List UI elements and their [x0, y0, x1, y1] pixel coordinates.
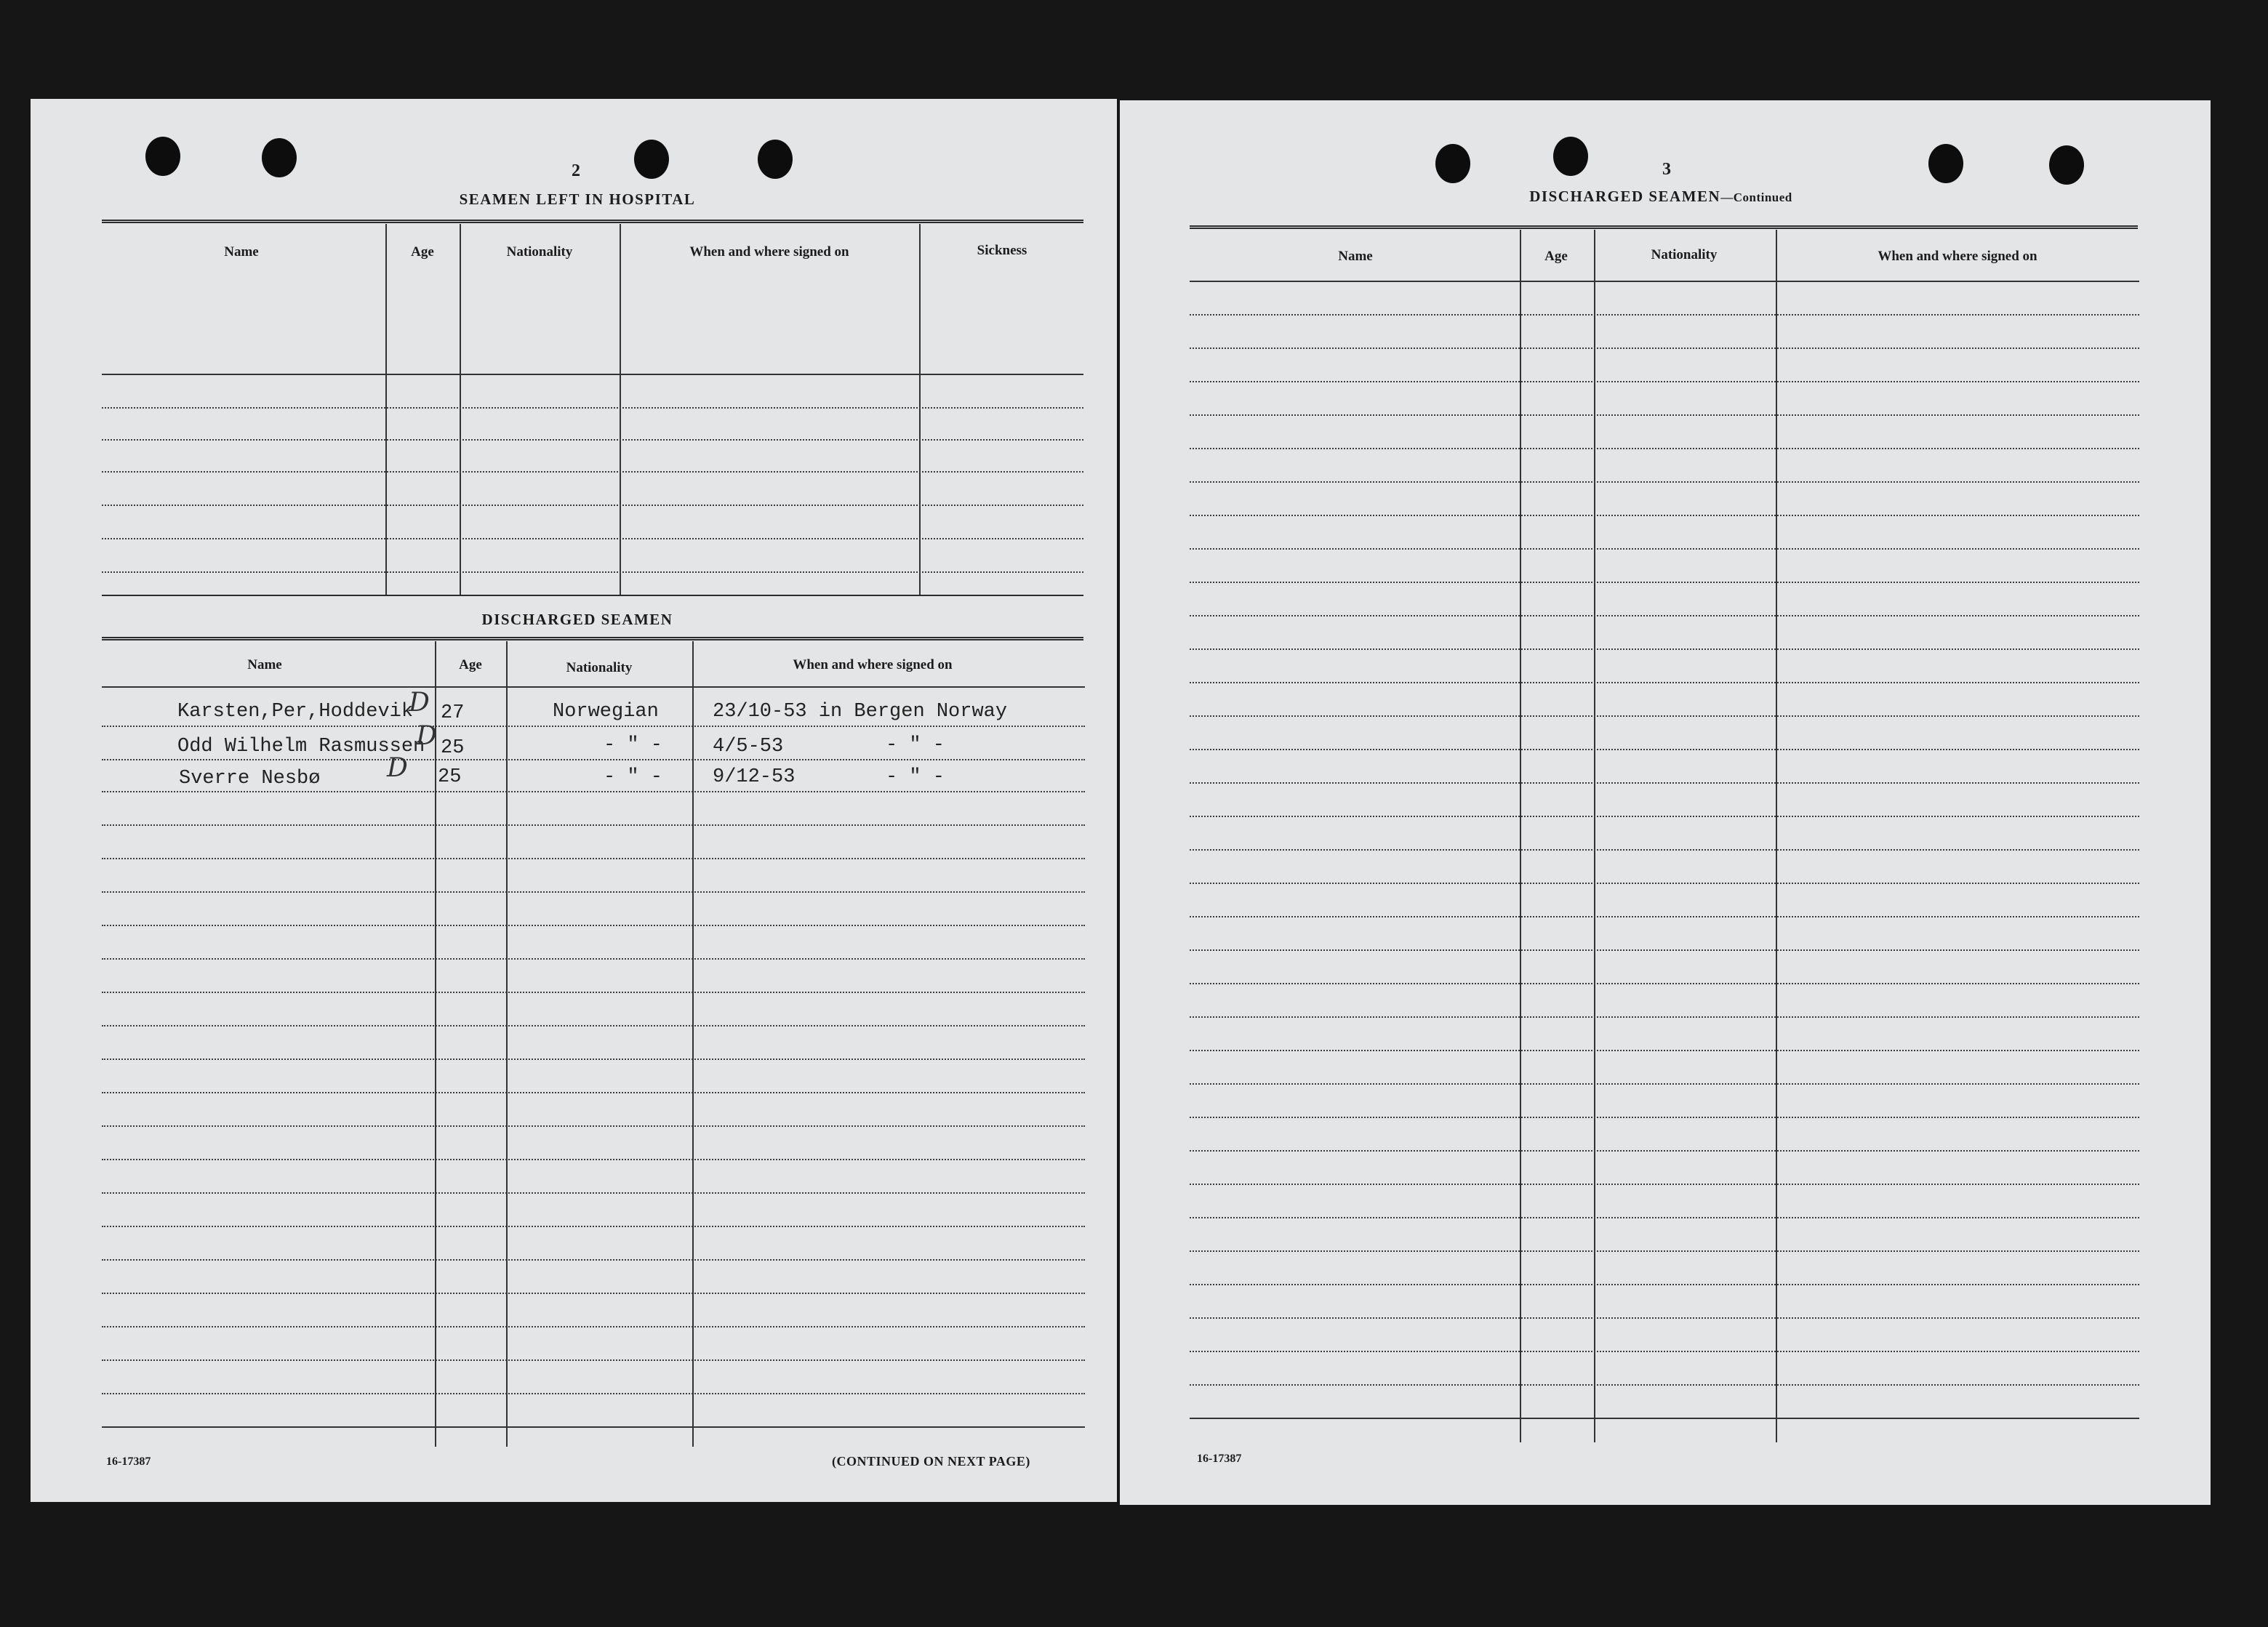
page-title	[1529, 188, 1792, 206]
punch-hole	[1435, 144, 1470, 183]
seaman-name: Karsten,Per,Hoddevik	[177, 701, 414, 723]
page-number: 2	[572, 161, 580, 180]
col-header-nationality: Nationality	[506, 244, 573, 260]
punch-hole	[145, 137, 180, 176]
col-header-sickness: Sickness	[977, 243, 1027, 258]
punch-hole	[262, 138, 297, 177]
col-header-age: Age	[459, 657, 482, 672]
header-rule	[102, 220, 1083, 223]
col-header-age: Age	[411, 244, 434, 260]
continued-note: (CONTINUED ON NEXT PAGE)	[832, 1454, 1030, 1469]
seaman-nationality: - " -	[604, 734, 663, 756]
seaman-nationality: Norwegian	[553, 701, 659, 723]
title-main: DISCHARGED SEAMEN	[1529, 188, 1721, 205]
seaman-signed-on-place: - " -	[886, 734, 945, 756]
hospital-section-title: SEAMEN LEFT IN HOSPITAL	[459, 190, 696, 208]
right-page	[1120, 100, 2211, 1505]
seaman-nationality: - " -	[604, 766, 663, 788]
discharge-mark: D	[416, 721, 437, 751]
title-suffix: —Continued	[1720, 190, 1792, 204]
col-header-signed-on: When and where signed on	[689, 244, 849, 260]
section-divider	[102, 595, 1083, 596]
seaman-age: 27	[441, 702, 465, 724]
discharge-mark: D	[387, 753, 408, 783]
discharge-mark: D	[409, 688, 430, 718]
left-page	[31, 99, 1117, 1502]
punch-hole	[1553, 137, 1588, 176]
discharged-continued-table	[1190, 230, 2139, 1442]
form-number: 16-17387	[106, 1455, 151, 1468]
seaman-age: 25	[441, 737, 465, 759]
page-number: 3	[1662, 160, 1671, 179]
col-header-name: Name	[247, 657, 282, 672]
seaman-name: Sverre Nesbø	[179, 768, 321, 790]
punch-hole	[634, 140, 669, 179]
seaman-signed-on: 4/5-53	[713, 736, 784, 758]
punch-hole	[758, 140, 793, 179]
punch-hole	[1928, 144, 1963, 183]
seaman-signed-on: 9/12-53	[713, 766, 796, 788]
seaman-age: 25	[438, 766, 462, 788]
seaman-signed-on-place: - " -	[886, 766, 945, 788]
col-header-age: Age	[1544, 249, 1568, 264]
col-header-signed-on: When and where signed on	[793, 657, 953, 672]
col-header-name: Name	[1338, 249, 1373, 264]
seaman-signed-on: 23/10-53 in Bergen Norway	[713, 701, 1008, 723]
header-rule	[102, 637, 1083, 640]
discharged-table	[102, 641, 1085, 1447]
hospital-table	[102, 224, 1083, 595]
punch-hole	[2049, 145, 2084, 185]
form-number: 16-17387	[1197, 1453, 1242, 1465]
col-header-signed-on: When and where signed on	[1878, 249, 2037, 264]
discharged-section-title: DISCHARGED SEAMEN	[481, 611, 673, 628]
seaman-name: Odd Wilhelm Rasmussen	[177, 736, 425, 758]
col-header-nationality: Nationality	[566, 660, 633, 675]
col-header-nationality: Nationality	[1651, 247, 1718, 262]
header-rule	[1190, 225, 2138, 229]
col-header-name: Name	[224, 244, 259, 260]
